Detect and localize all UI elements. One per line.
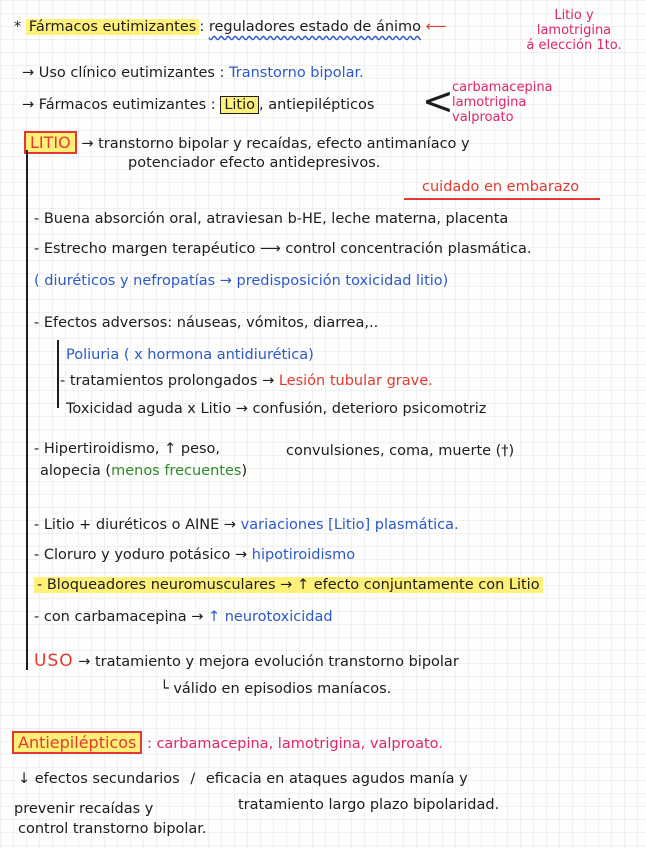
interaction-2-label: - Cloruro y yoduro potásico →: [34, 547, 248, 563]
title-colon: :: [199, 19, 205, 35]
interaction-3: [34, 576, 543, 594]
antiepi-row-2-right: tratamiento largo plazo bipolaridad.: [238, 797, 500, 813]
tratamientos-value: Lesión tubular grave.: [278, 373, 433, 389]
litio-desc-1: → transtorno bipolar y recaídas, efecto antimaníaco y: [81, 136, 470, 152]
antiepi-row-1-left: ↓ efectos secundarios: [18, 771, 180, 787]
interaction-1-value: variaciones [Litio] plasmática.: [240, 517, 459, 533]
uso-clinico-label: → Uso clínico eutimizantes :: [22, 65, 225, 81]
arrow-left-icon: ⟵: [425, 19, 447, 35]
antiepi-colon-list: : carbamacepina, lamotrigina, valproato.: [146, 736, 443, 752]
litio-desc-2: potenciador efecto antidepresivos.: [128, 155, 381, 171]
side-note-line-1: Litio y: [554, 8, 594, 23]
uso-line-1: → tratamiento y mejora evolución transtorno bipolar: [78, 654, 459, 670]
interaction-2-value: hipotiroidismo: [251, 547, 356, 563]
tratamientos-label: - tratamientos prolongados →: [60, 373, 275, 389]
litio-bracket-line: [26, 150, 28, 670]
interaction-1: [34, 516, 459, 534]
farmacos-line: [22, 96, 374, 114]
antiepi-item-3: valproato: [452, 110, 514, 125]
alopecia-line: [40, 462, 247, 480]
margin-line: - Estrecho margen terapéutico ⟶ control concentración plasmática.: [34, 241, 532, 257]
diuretics-line: ( diuréticos y nefropatías → predisposición toxicidad litio): [34, 273, 449, 289]
interaction-4-label: - con carbamacepina →: [34, 609, 204, 625]
litio-warning: cuidado en embarazo: [422, 179, 580, 195]
hiper-line: - Hipertiroidismo, ↑ peso,: [34, 441, 221, 457]
antiepi-item-2: lamotrigina: [452, 95, 527, 110]
antiepi-row-3-left: control transtorno bipolar.: [18, 821, 207, 837]
side-note-line-2: lamotrigina: [536, 23, 612, 38]
tratamientos-line: [60, 372, 433, 390]
uso-line: [34, 652, 459, 671]
interaction-2: [34, 546, 355, 564]
alopecia-value: menos frecuentes: [111, 463, 242, 479]
litio-label: LITIO: [24, 131, 77, 154]
header-line: [14, 18, 446, 36]
page-title: Fármacos eutimizantes: [26, 19, 199, 35]
poliuria-line: Poliuria ( x hormona antidiurética): [66, 347, 314, 363]
uso-clinico-value: Transtorno bipolar.: [229, 65, 364, 81]
uso-label: USO: [34, 651, 74, 671]
farmacos-litio: Litio: [220, 96, 259, 114]
antiepi-item-1: carbamacepina: [452, 80, 553, 95]
warning-bracket: [404, 198, 600, 200]
farmacos-middle: , antiepilépticos: [259, 97, 375, 113]
adverse-sub-bracket: [57, 340, 59, 408]
antiepi-list: [452, 80, 553, 125]
farmacos-label: → Fármacos eutimizantes :: [22, 97, 216, 113]
absorption-line: - Buena absorción oral, atraviesan b-HE, leche materna, placenta: [34, 211, 509, 227]
side-note: [512, 8, 636, 53]
antiepi-row-1: [18, 770, 468, 788]
interaction-4-value: ↑ neurotoxicidad: [207, 609, 333, 625]
antiepi-row-2-left: prevenir recaídas y: [14, 801, 154, 817]
side-note-line-3: á elección 1to.: [526, 38, 622, 53]
toxicidad-line: Toxicidad aguda x Litio → confusión, deterioro psicomotriz: [66, 401, 487, 417]
alopecia-label: alopecia (: [40, 463, 112, 479]
page-subtitle: reguladores estado de ánimo: [208, 19, 422, 35]
antiepi-label: Antiepilépticos: [12, 731, 142, 754]
star-mark: *: [14, 19, 22, 35]
alopecia-close: ): [241, 463, 248, 479]
toxicidad-sub: convulsiones, coma, muerte (†): [286, 443, 515, 459]
interaction-4: [34, 608, 333, 626]
antiepi-row: [12, 734, 443, 753]
adverse-line: - Efectos adversos: náuseas, vómitos, diarrea,..: [34, 315, 379, 331]
interaction-3-text: - Bloqueadores neuromusculares → ↑ efecto conjuntamente con Litio: [34, 577, 543, 593]
antiepi-row-1-sep: /: [190, 771, 196, 787]
antiepi-row-1-right: eficacia en ataques agudos manía y: [205, 771, 468, 787]
uso-clinico-line: [22, 64, 364, 82]
farmacos-brace: <: [422, 79, 454, 123]
interaction-1-label: - Litio + diuréticos o AINE →: [34, 517, 237, 533]
uso-line-2: └ válido en episodios maníacos.: [160, 681, 392, 697]
litio-row: [24, 134, 470, 153]
